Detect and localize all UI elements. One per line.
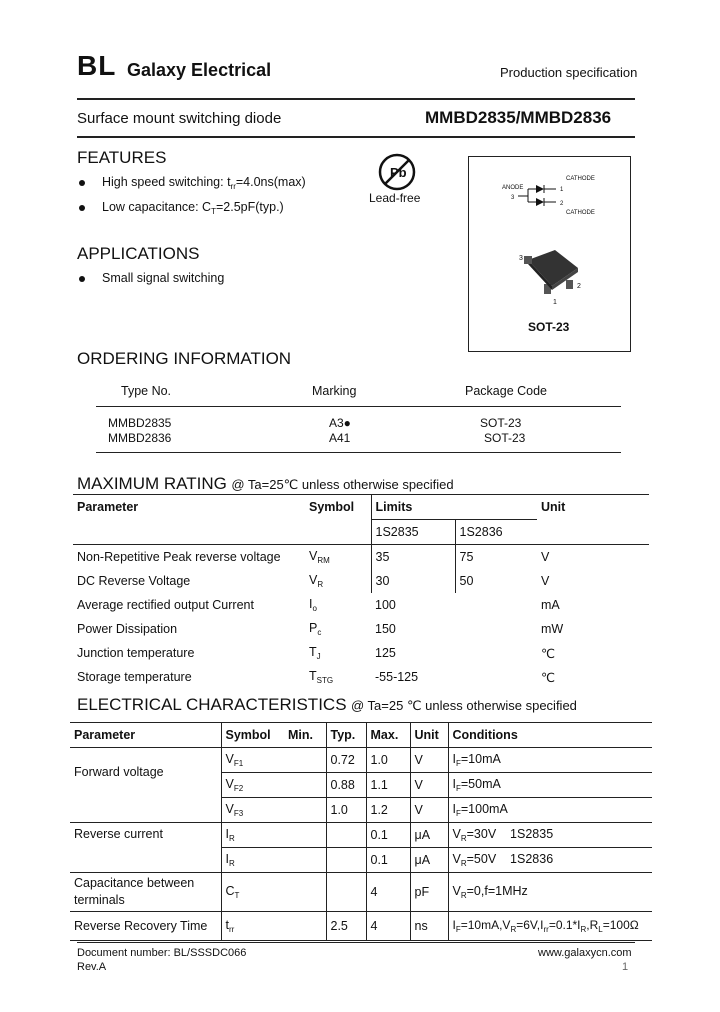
col-header: Typ. — [326, 723, 366, 748]
col-header: Max. — [366, 723, 410, 748]
feature-item: High speed switching: $t_{rr}=4.0ns(\max)$ — [102, 175, 306, 191]
electrical-table — [70, 722, 652, 941]
lead-free-label: Lead-free — [369, 191, 421, 205]
table-row: Forward voltage $V_{F1}$ 0.72 1.0 V $I_F=10mA$ — [70, 748, 652, 773]
ordering-divider — [96, 452, 621, 453]
ordering-header-type: Type No. — [121, 384, 172, 398]
table-row: Capacitance between terminals $C_T$ 4 pF $V_R=0,f=1MHz$ — [70, 873, 652, 912]
electrical-title: ELECTRICAL CHARACTERISTICS @ Ta=25 ℃ unless otherwise specified — [77, 695, 577, 714]
table-row: Non-Repetitive Peak reverse voltage $V_{RM}$ 35 75 V — [73, 545, 649, 570]
col-header: Unit — [541, 500, 566, 515]
limit-header: 1S2836 — [455, 520, 537, 545]
ordering-cell: SOT-23 — [484, 431, 526, 445]
table-row: $V_{F3}$ 1.0 1.2 V $I_F=100mA$ — [70, 798, 652, 823]
website-link[interactable]: www.galaxycn.com — [538, 947, 632, 959]
col-header: Unit — [410, 723, 448, 748]
ordering-header-package: Package Code — [465, 384, 548, 398]
ordering-title: ORDERING INFORMATION — [77, 349, 292, 368]
svg-text:2: 2 — [560, 201, 564, 207]
table-row: Average rectified output Current $I_o$ 100 mA — [77, 597, 560, 613]
footer-divider — [77, 942, 635, 943]
table-row: Storage temperature $T_{STG}$ -55-125 ℃ — [77, 669, 556, 685]
ordering-divider — [96, 406, 621, 407]
applications-title: APPLICATIONS — [77, 244, 200, 263]
features-title: FEATURES — [77, 148, 167, 167]
svg-text:CATHODE: CATHODE — [566, 210, 595, 216]
table-row: Reverse current $I_R$ 0.1 μA $V_R=30V$ 1S2835 — [70, 823, 652, 848]
bullet-icon — [79, 205, 85, 211]
table-row: $I_R$ 0.1 μA $V_R=50V$ 1S2836 — [70, 848, 652, 873]
col-header: Limits — [371, 495, 537, 520]
table-row: Power Dissipation $P_c$ 150 mW — [77, 621, 564, 637]
sot23-package-icon — [510, 240, 590, 308]
col-header: Symbol — [309, 500, 355, 515]
svg-text:ANODE: ANODE — [502, 185, 524, 191]
feature-item: Low capacitance: $C_T=2.5pF(typ.)$ — [102, 200, 284, 216]
col-header: Min. — [288, 728, 313, 742]
company-name: Galaxy Electrical — [127, 60, 272, 80]
document-number: Document number: BL/SSSDC066 — [77, 947, 247, 959]
ordering-cell: A3● — [329, 416, 351, 430]
application-item: Small signal switching — [102, 271, 225, 285]
table-row: $V_{F2}$ 0.88 1.1 V $I_F=50mA$ — [70, 773, 652, 798]
col-header: Symbol — [221, 723, 284, 748]
part-numbers: MMBD2835/MMBD2836 — [425, 108, 612, 127]
limit-header: 1S2835 — [371, 520, 455, 545]
lead-free-icon — [377, 152, 417, 192]
company-logo: BL — [77, 50, 117, 81]
svg-text:1: 1 — [560, 187, 564, 193]
header-divider — [77, 98, 635, 100]
col-header: Conditions — [448, 723, 652, 748]
table-row: Junction temperature $T_J$ 125 ℃ — [77, 645, 556, 661]
bullet-icon — [79, 276, 85, 282]
table-row: Reverse Recovery Time $t_{rr}$ 2.5 4 ns $I_F=10mA,V_R=6V,I_{rr}=0.1*I_R,R_L=100\Omega$ — [70, 912, 652, 941]
subtitle-divider — [77, 136, 635, 138]
svg-text:CATHODE: CATHODE — [566, 176, 595, 182]
page-number: 1 — [622, 961, 629, 973]
max-rating-title: MAXIMUM RATING @ Ta=25℃ unless otherwise specified — [77, 474, 454, 493]
product-subtitle: Surface mount switching diode — [77, 110, 282, 127]
diode-schematic — [500, 172, 600, 217]
svg-text:3: 3 — [519, 255, 523, 262]
ordering-header-marking: Marking — [312, 384, 357, 398]
ordering-cell: SOT-23 — [480, 416, 522, 430]
table-row: DC Reverse Voltage $V_R$ 30 50 V — [73, 569, 649, 593]
svg-text:2: 2 — [577, 283, 581, 290]
col-header: Parameter — [74, 728, 136, 742]
lead-free-mark: Pb — [390, 165, 407, 180]
package-name: SOT-23 — [528, 320, 570, 334]
ordering-cell: MMBD2836 — [108, 431, 172, 445]
spec-type: Production specification — [500, 65, 638, 80]
svg-text:1: 1 — [553, 299, 557, 306]
max-rating-table — [73, 494, 649, 689]
ordering-cell: A41 — [329, 431, 351, 445]
revision: Rev.A — [77, 961, 107, 973]
bullet-icon — [79, 180, 85, 186]
svg-text:3: 3 — [511, 195, 515, 201]
col-header: Parameter — [77, 500, 139, 515]
ordering-cell: MMBD2835 — [108, 416, 172, 430]
